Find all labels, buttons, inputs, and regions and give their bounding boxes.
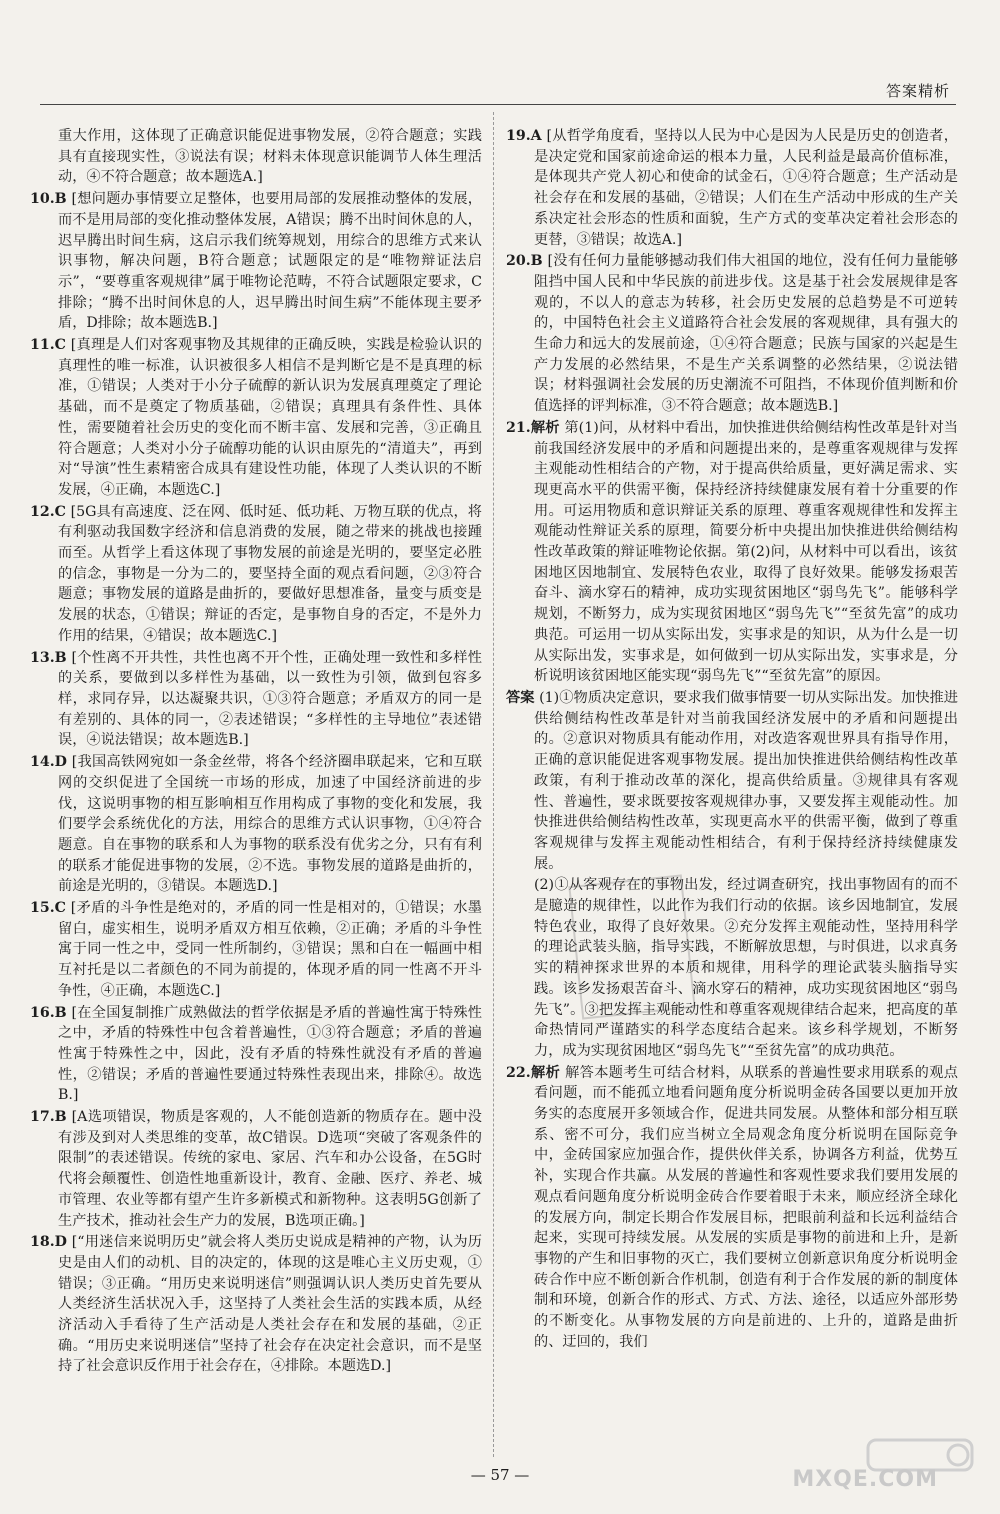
answer-item bbox=[30, 1107, 482, 1231]
answer-item bbox=[30, 189, 482, 334]
answer-item bbox=[506, 126, 958, 250]
answer-number: 16.B bbox=[30, 1004, 67, 1021]
answer-item bbox=[506, 1063, 958, 1353]
answer-text: [想问题办事情要立足整体，也要用局部的发展推动整体的发展，而不是用局部的变化推动整体发展，A错误；腾不出时间休息的人，迟早腾出时间生病，这启示我们统筹规划，用综合的思维方式来认识事物，解决问题，B符合题意；试题限定的是“唯物辩证法启示”，“要尊重客观规律”属于唯物论范畴，不符合试题限定要求，C排除；“腾不出时间休息的人，迟早腾出时间生病”不能体现主要矛盾，D排除；故本题选B.] bbox=[58, 191, 482, 332]
answer-text: [矛盾的斗争性是绝对的，矛盾的同一性是相对的，①错误；水墨留白，虚实相生，说明矛盾双方相互依赖，②正确；矛盾的斗争性寓于同一性之中，受同一性所制约，③错误；黑和白在一幅画中相互衬托是以二者颜色的不同为前提的，体现矛盾的同一性离不开斗争性，④正确，本题选C.] bbox=[58, 900, 482, 999]
column-divider bbox=[493, 112, 494, 1457]
answer-item bbox=[30, 335, 482, 501]
answer-text: 第(1)问，从材料中看出，加快推进供给侧结构性改革是针对当前我国经济发展中的矛盾和问题提出来的，是尊重客观规律与发挥主观能动性相结合的产物，对于提高供给质量，更好满足需求、实现更高水平的供需平衡，保持经济持续健康发展有着十分重要的作用。可运用物质和意识辩证关系的原理、尊重客观规律性和发挥主观能动性辩证关系的原理，简要分析中央提出加快推进供给侧结构性改革政策的辩证唯物论依据。第(2)问，从材料中可以看出，该贫困地区因地制宜、发展特色农业，取得了良好效果。能够发扬艰苦奋斗、滴水穿石的精神，成功实现贫困地区“弱鸟先飞”。能够科学规划，不断努力，成为实现贫困地区“弱鸟先飞”“至贫先富”的成功典范。可运用一切从实际出发，实事求是的知识，从为什么是一切从实际出发，实事求是，如何做到一切从实际出发，实事求是，分析说明该贫困地区能实现“弱鸟先飞”“至贫先富”的原因。 bbox=[534, 419, 958, 685]
watermark-text: MXQE.COM bbox=[792, 1467, 938, 1492]
answer-number: 10.B bbox=[30, 191, 67, 208]
answer-number: 22.解析 bbox=[506, 1064, 561, 1081]
right-column bbox=[506, 126, 958, 1353]
answer-text: [“用迷信来说明历史”就会将人类历史说成是精神的产物，认为历史是由人们的动机、目的决定的，体现的这是唯心主义历史观，①错误；③正确。“用历史来说明迷信”则强调认识人类历史首先要从人类经济生活状况入手，这坚持了人类社会生活的实践本质，从经济活动入手看待了生产活动是人类社会存在和发展的基础，②正确。“用历史来说明迷信”坚持了社会存在决定社会意识，而不是坚持了社会意识反作用于社会存在，④排除。本题选D.] bbox=[58, 1234, 482, 1375]
answer-text: 解答本题考生可结合材料，从联系的普遍性要求用联系的观点看问题，而不能孤立地看问题角度分析说明金砖各国要以更加开放务实的态度展开多领域合作，促进共同发展。从整体和部分相互联系、密不可分，我们应当树立全局观念角度分析说明在国际竞争中，金砖国家应加强合作，提供伙伴关系，协调各方利益，优势互补，实现合作共赢。从发展的普遍性和客观性要求我们要用发展的观点看问题角度分析说明金砖合作要着眼于未来，顺应经济全球化的发展方向，制定长期合作发展目标，把眼前利益和长远利益结合起来，实现可持续发展。从发展的实质是事物的前进和上升，是新事物的产生和旧事物的灭亡，我们要树立创新意识角度分析说明金砖合作中应不断创新合作机制，创造有利于合作发展的新的制度体制和环境，创新合作的形式、方式、方法、途径，以适应外部形势的不断变化。从事物发展的方向是前进的、上升的，道路是曲折的、迂回的，我们 bbox=[534, 1064, 958, 1350]
answer-number: 15.C bbox=[30, 900, 66, 917]
answer-text: (2)①从客观存在的事物出发，经过调查研究，找出事物固有的而不是臆造的规律性，以此作为我们行动的依据。该乡因地制宜，发展特色农业，取得了良好效果。②充分发挥主观能动性，坚持用科学的理论武装头脑，指导实践，不断解放思想，与时俱进，以求真务实的精神探求世界的本质和规律，用科学的理论武装头脑指导实践。该乡发扬艰苦奋斗、滴水穿石的精神，成功实现贫困地区“弱鸟先飞”。③把发挥主观能动性和尊重客观规律结合起来，把高度的革命热情同严谨踏实的科学态度结合起来。该乡科学规划，不断努力，成为实现贫困地区“弱鸟先飞”“至贫先富”的成功典范。 bbox=[534, 877, 958, 1059]
answer-number: 17.B bbox=[30, 1109, 67, 1126]
answer-item bbox=[506, 418, 958, 687]
answer-number: 18.D bbox=[30, 1234, 67, 1251]
answer-number: 21.解析 bbox=[506, 419, 560, 436]
answer-number: 12.C bbox=[30, 503, 66, 520]
answer-text: [5G具有高速度、泛在网、低时延、低功耗、万物互联的优点，将有利驱动我国数字经济和信息消费的发展，随之带来的挑战也接踵而至。从哲学上看这体现了事物发展的前途是光明的，要坚定必胜的信念，事物是一分为二的，要坚持全面的观点看问题，②③符合题意；事物发展的道路是曲折的，要做好思想准备，量变与质变是发展的状态，①错误；辩证的否定，是事物自身的否定，不是外力作用的结果，④错误；故本题选C.] bbox=[58, 503, 482, 644]
answer-number: 20.B bbox=[506, 253, 543, 270]
answer-item bbox=[506, 251, 958, 417]
answer-text: [个性离不开共性，共性也离不开个性，正确处理一致性和多样性的关系，要做到以多样性为基础，以一致性为引领，做到包容多样，求同存异，以达凝聚共识，①③符合题意；矛盾双方的同一是有差别的、具体的同一，②表述错误；“多样性的主导地位”表述错误，④说法错误；故本题选B.] bbox=[58, 649, 482, 749]
answer-item bbox=[30, 1003, 482, 1107]
answer-number: 14.D bbox=[30, 754, 67, 771]
page-header: 答案精析 bbox=[885, 82, 950, 100]
header-rule bbox=[40, 104, 956, 105]
answer-item bbox=[30, 752, 482, 897]
answer-number: 13.B bbox=[30, 649, 67, 666]
answer-text: [我国高铁网宛如一条金丝带，将各个经济圈串联起来，它和互联网的交织促进了全国统一市场的形成，加速了中国经济前进的步伐，这说明事物的相互影响相互作用构成了事物的变化和发展，我们要学会系统优化的方法，用综合的思维方式认识事物，①④符合题意。自在事物的联系和人为事物的联系没有优劣之分，只有有利的联系才能促进事物的发展，②不选。事物发展的道路是曲折的，前途是光明的，③错误。本题选D.] bbox=[58, 754, 482, 895]
left-column bbox=[30, 126, 482, 1378]
answer-item bbox=[30, 898, 482, 1002]
answer-number: 答案 bbox=[506, 689, 535, 706]
answer-item bbox=[506, 688, 958, 874]
answer-item bbox=[30, 502, 482, 647]
page-number: — 57 — bbox=[470, 1466, 530, 1484]
answer-text: [从哲学角度看，坚持以人民为中心是因为人民是历史的创造者，是决定党和国家前途命运的根本力量，人民利益是最高价值标准，是体现共产党人初心和使命的试金石，①④符合题意；生产活动是社会存在和发展的基础，②错误；人们在生产活动中形成的生产关系决定社会形态的性质和面貌，生产方式的变革决定着社会形态的更替，③错误；故选A.] bbox=[534, 128, 958, 248]
answer-number: 11.C bbox=[30, 337, 66, 354]
answer-text: (1)①物质决定意识，要求我们做事情要一切从实际出发。加快推进供给侧结构性改革是针对当前我国经济发展中的矛盾和问题提出的。②意识对物质具有能动作用，对改造客观世界具有指导作用，正确的意识能促进客观事物发展。提出加快推进供给侧结构性改革政策，有利于推动改革的深化，提高供给质量。③规律具有客观性、普遍性，要求既要按客观规律办事，又要发挥主观能动性。加快推进供给侧结构性改革，实现更高水平的供需平衡，做到了尊重客观规律与发挥主观能动性相结合，有利于保持经济持续健康发展。 bbox=[534, 689, 958, 872]
answer-item bbox=[30, 126, 482, 188]
faint-stamp bbox=[568, 874, 695, 1019]
answer-number: 19.A bbox=[506, 128, 542, 144]
answer-item bbox=[30, 648, 482, 752]
answer-text: 重大作用，这体现了正确意识能促进事物发展，②符合题意；实践具有直接现实性，③说法有误；材料未体现意识能调节人体生理活动，④不符合题意；故本题选A.] bbox=[58, 128, 482, 186]
answer-text: [真理是人们对客观事物及其规律的正确反映，实践是检验认识的真理性的唯一标准，认识被很多人相信不是判断它是不是真理的标准，①错误；人类对于小分子硫醇的新认识为发展真理奠定了理论基础，而不是奠定了物质基础，②错误；真理具有条件性、具体性，需要随着社会历史的变化而不断丰富、发展和完善，③正确且符合题意；人类对小分子硫醇功能的认识由原先的“清道夫”，再到对“导演”性生素精密合成具有建设性功能，体现了人类认识的不断发展，④正确，本题选C.] bbox=[58, 337, 482, 498]
watermark-logo bbox=[792, 1438, 978, 1500]
answer-text: [A选项错误，物质是客观的，人不能创造新的物质存在。题中没有涉及到对人类思维的变革，故C错误。D选项“突破了客观条件的限制”的表述错误。传统的家电、家居、汽车和办公设备，在5G时代将会颠覆性、创造性地重新设计，教育、金融、医疗、养老、城市管理、农业等都有望产生许多新模式和新物种。这表明5G创新了生产技术，推动社会生产力的发展，B选项正确。] bbox=[58, 1109, 482, 1229]
answer-text: [没有任何力量能够撼动我们伟大祖国的地位，没有任何力量能够阻挡中国人民和中华民族的前进步伐。这是基于社会发展规律是客观的，不以人的意志为转移，社会历史发展的总趋势是不可逆转的，中国特色社会主义道路符合社会发展的客观规律，具有强大的生命力和远大的发展前途，①④符合题意；民族与国家的兴起是生产力发展的必然结果，不是生产关系调整的必然结果，②说法错误；材料强调社会发展的历史潮流不可阻挡，不体现价值判断和价值选择的评判标准，③不符合题意；故本题选B.] bbox=[534, 253, 958, 415]
answer-text: [在全国复制推广成熟做法的哲学依据是矛盾的普遍性寓于特殊性之中，矛盾的特殊性中包含着普遍性，①③符合题意；矛盾的普遍性寓于特殊性之中，因此，没有矛盾的特殊性就没有矛盾的普遍性，②错误；矛盾的普遍性要通过特殊性表现出来，排除④。故选B.] bbox=[58, 1004, 482, 1104]
answer-item bbox=[30, 1232, 482, 1377]
